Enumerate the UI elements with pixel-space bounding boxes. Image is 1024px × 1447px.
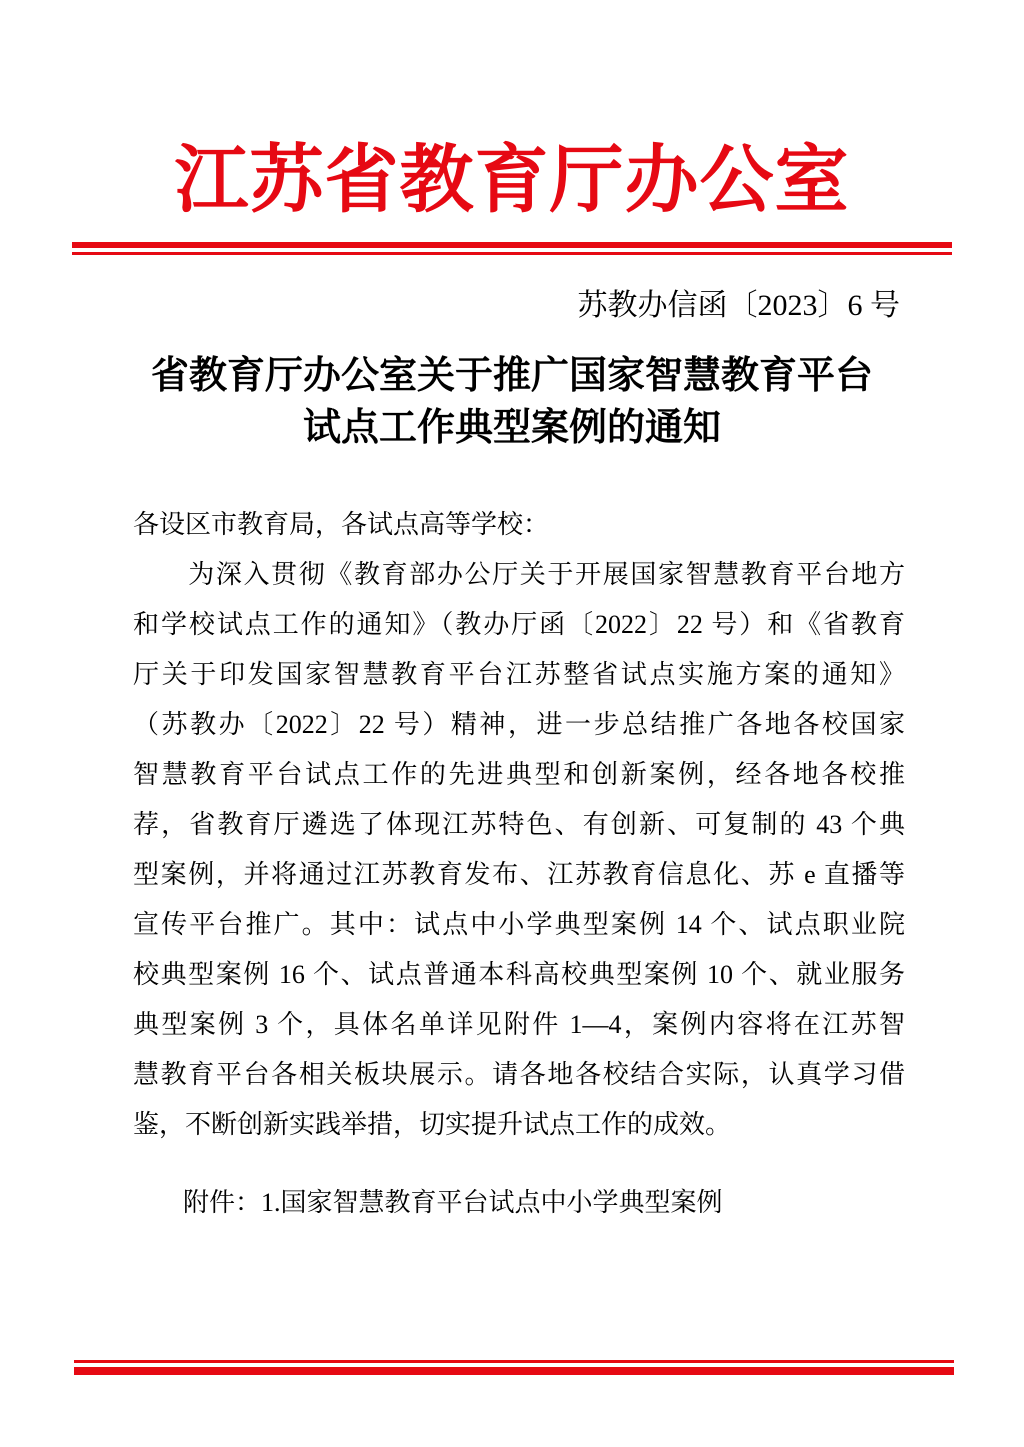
footer-divider (74, 1360, 954, 1375)
letterhead-agency-title: 江苏省教育厅办公室 (174, 140, 850, 222)
body-line: （苏教办〔2022〕22 号）精神，进一步总结推广各地各校国家 (133, 709, 905, 739)
document-reference-number: 苏教办信函〔2023〕6 号 (577, 288, 900, 322)
body-line: 型案例，并将通过江苏教育发布、江苏教育信息化、苏 e 直播等 (133, 859, 905, 889)
body-line: 智慧教育平台试点工作的先进典型和创新案例，经各地各校推 (133, 759, 905, 789)
document-body (133, 500, 905, 1228)
body-line: 宣传平台推广。其中：试点中小学典型案例 14 个、试点职业院 (133, 909, 905, 939)
letterhead-divider (72, 242, 952, 255)
letterhead-divider-thin-line (72, 252, 952, 255)
body-line: 典型案例 3 个，具体名单详见附件 1—4，案例内容将在江苏智 (133, 1009, 905, 1039)
document-title-line-1: 省教育厅办公室关于推广国家智慧教育平台 (150, 354, 873, 397)
body-line: 厅关于印发国家智慧教育平台江苏整省试点实施方案的通知》 (133, 659, 905, 689)
body-line: 慧教育平台各相关板块展示。请各地各校结合实际，认真学习借 (133, 1059, 905, 1089)
footer-divider-thick-line (74, 1367, 954, 1375)
body-line: 荐，省教育厅遴选了体现江苏特色、有创新、可复制的 43 个典 (133, 809, 905, 839)
body-line: 和学校试点工作的通知》（教办厅函〔2022〕22 号）和《省教育 (133, 609, 905, 639)
document-title-line-2: 试点工作典型案例的通知 (302, 406, 721, 449)
body-line: 校典型案例 16 个、试点普通本科高校典型案例 10 个、就业服务 (133, 959, 905, 989)
footer-divider-thin-line (74, 1360, 954, 1363)
body-line: 为深入贯彻《教育部办公厅关于开展国家智慧教育平台地方 (133, 559, 905, 589)
salutation-line: 各设区市教育局，各试点高等学校： (133, 509, 550, 539)
document-title (0, 350, 1024, 454)
letterhead-divider-thick-line (72, 242, 952, 248)
body-line: 鉴，不断创新实践举措，切实提升试点工作的成效。 (133, 1109, 732, 1139)
attachment-list-line: 附件：1.国家智慧教育平台试点中小学典型案例 (183, 1187, 723, 1217)
